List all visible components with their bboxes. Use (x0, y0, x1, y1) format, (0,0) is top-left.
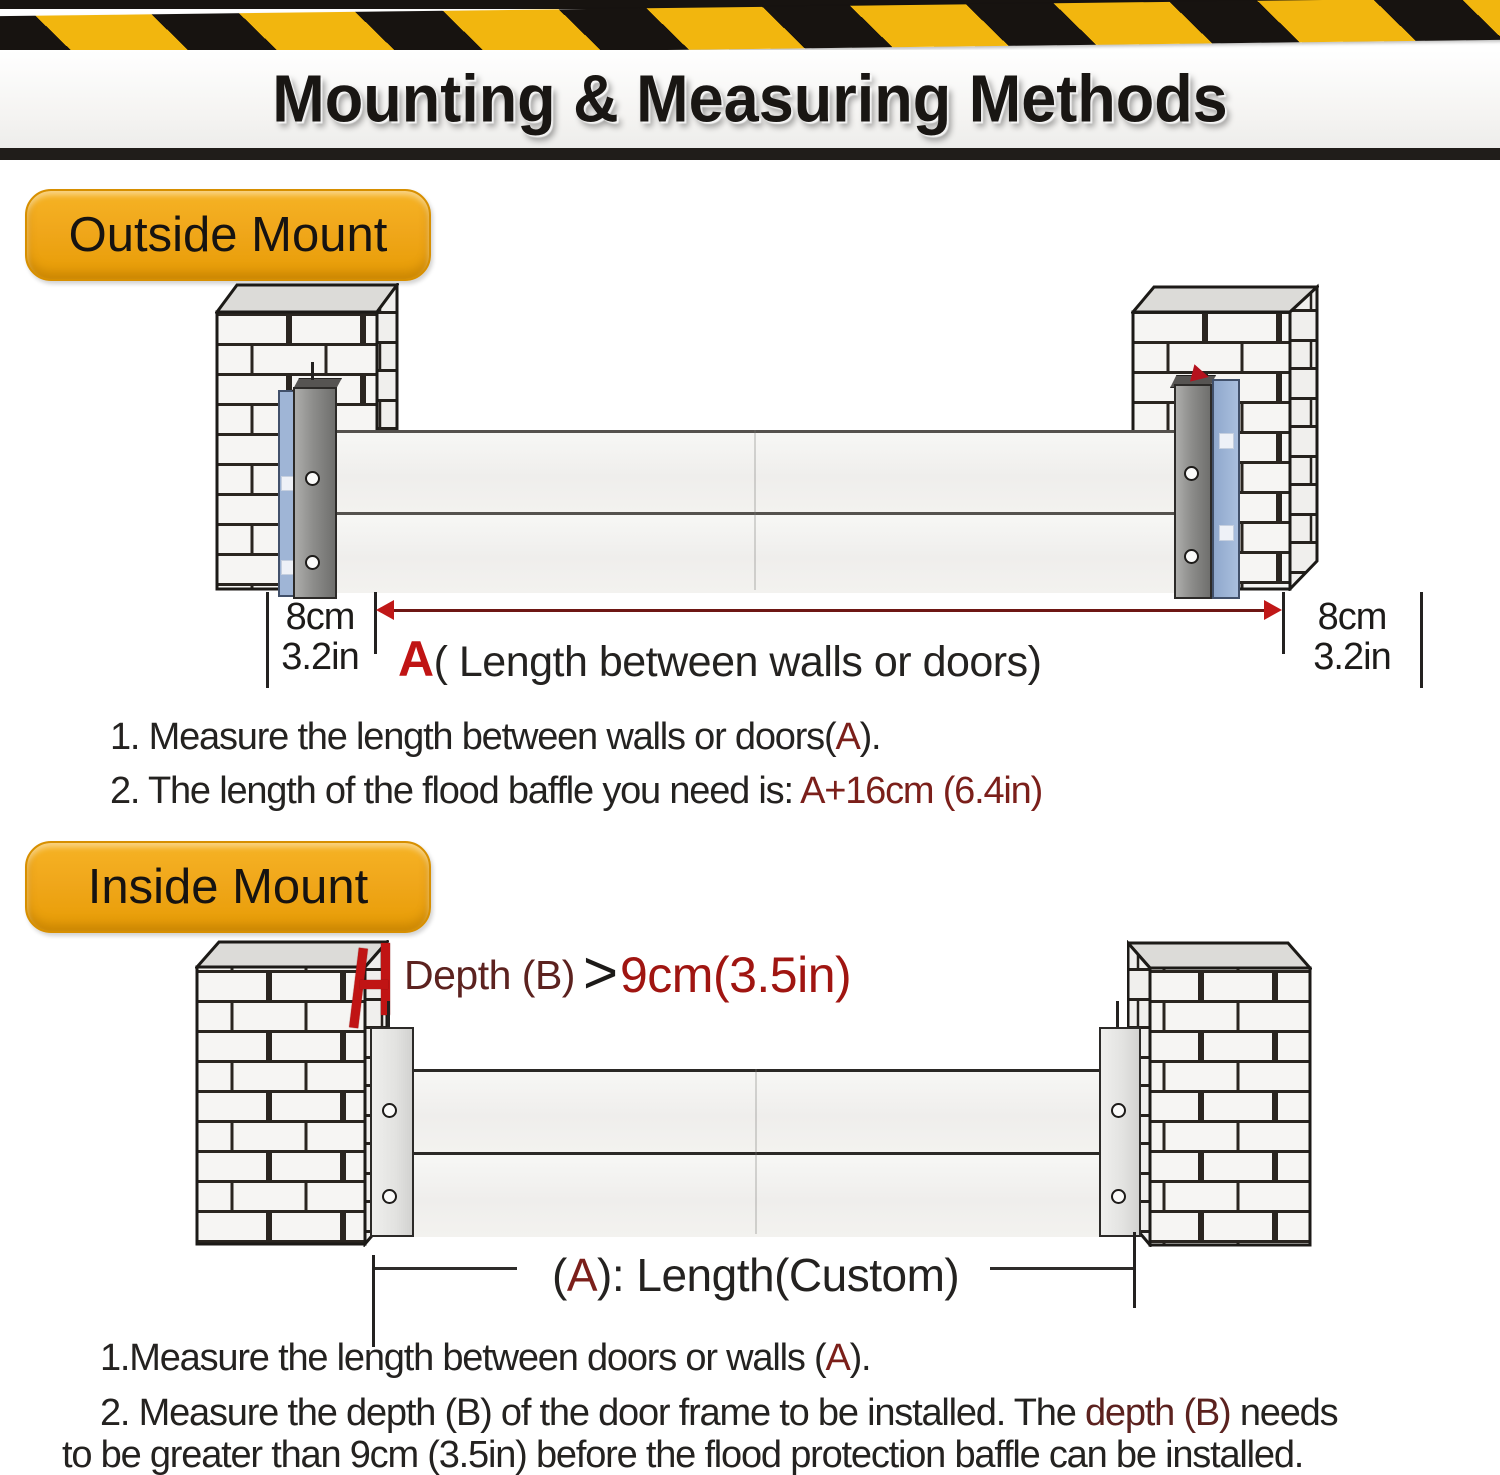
locating-pin (387, 1001, 390, 1028)
seal-notch (1219, 525, 1234, 541)
measure-tick (1282, 592, 1285, 654)
screw-hole-icon (382, 1103, 397, 1118)
inside-step-1 (100, 1337, 870, 1380)
inside-step-2 (100, 1392, 1337, 1435)
inside-mount-badge (25, 841, 431, 933)
screw-hole-icon (305, 555, 320, 570)
mounting-bracket-right (1099, 1027, 1141, 1237)
step-highlight: A (835, 716, 860, 758)
step-text: to be greater than 9cm (3.5in) before the flood protection baffle can be installed. (62, 1434, 1304, 1475)
page-title: Mounting & Measuring Methods (272, 61, 1228, 137)
dimension-letter: A (398, 631, 434, 687)
step-text: 2. The length of the flood baffle you need is: (110, 770, 801, 812)
length-rest: ): Length(Custom) (597, 1249, 960, 1301)
mounting-bracket-left (370, 1027, 414, 1237)
inside-step-2-continued (62, 1434, 1303, 1475)
greater-than-sign: > (582, 938, 618, 1006)
measure-line (375, 1267, 517, 1270)
screw-hole-icon (382, 1189, 397, 1204)
outside-step-2 (110, 770, 1042, 813)
length-open: ( (552, 1249, 567, 1301)
step-text: ). (859, 716, 881, 758)
pillar-front-face (197, 967, 365, 1244)
step-text: needs (1230, 1392, 1338, 1434)
outside-step-1 (110, 716, 880, 759)
pillar-top-face (1133, 287, 1317, 312)
inside-mount-badge-label: Inside Mount (87, 860, 369, 914)
span-label (398, 630, 1041, 688)
step-text: 1. Measure the length between walls or doors( (110, 716, 836, 758)
mounting-bracket-right (1174, 384, 1212, 599)
brick-pillar-right (1127, 940, 1312, 1247)
left-offset-in: 3.2in (281, 636, 359, 678)
screw-hole-icon (1111, 1103, 1126, 1118)
screw-hole-icon (1111, 1189, 1126, 1204)
depth-name: Depth (B) (404, 951, 575, 998)
pillar-top-face (217, 285, 397, 312)
length-label (552, 1248, 959, 1302)
seal-notch (1219, 433, 1234, 449)
panel-joint-line (755, 1069, 757, 1234)
seal-strip-right (1212, 379, 1240, 599)
locating-pin (1116, 1001, 1119, 1028)
arrowhead-right-icon (1264, 600, 1282, 620)
right-offset-in: 3.2in (1313, 636, 1391, 678)
span-arrow (392, 609, 1266, 612)
measure-line (990, 1267, 1135, 1270)
screw-hole-icon (1184, 466, 1199, 481)
screw-hole-icon (305, 471, 320, 486)
measure-tick (1133, 1232, 1136, 1308)
panel-joint-line (754, 430, 756, 590)
depth-label (404, 938, 852, 1006)
flood-barrier (333, 430, 1174, 593)
pillar-front-face (1150, 968, 1310, 1245)
step-highlight: A (825, 1337, 850, 1379)
measure-tick (1420, 592, 1423, 688)
divider (0, 148, 1500, 160)
flood-barrier (411, 1069, 1099, 1237)
step-highlight: depth (B) (1085, 1392, 1231, 1434)
depth-value: 9cm(3.5in) (620, 947, 852, 1003)
span-label-text: ( Length between walls or doors) (433, 638, 1042, 686)
right-offset-cm: 8cm (1317, 596, 1387, 638)
title-banner (0, 50, 1500, 148)
depth-marker-icon (360, 980, 388, 989)
outside-mount-badge (25, 189, 431, 281)
arrowhead-left-icon (376, 600, 394, 620)
pillar-side-face (1290, 287, 1317, 589)
screw-hole-icon (1184, 549, 1199, 564)
left-offset-cm: 8cm (285, 596, 355, 638)
step-highlight: A+16cm (6.4in) (800, 770, 1043, 812)
step-text: 1.Measure the length between doors or walls ( (100, 1337, 826, 1379)
step-text: 2. Measure the depth (B) of the door frame to be installed. The (100, 1392, 1085, 1434)
pillar-top-face (1128, 943, 1310, 968)
locating-pin (311, 362, 314, 380)
outside-mount-badge-label: Outside Mount (68, 208, 388, 262)
step-text: ). (849, 1337, 871, 1379)
dimension-letter: A (566, 1249, 598, 1301)
